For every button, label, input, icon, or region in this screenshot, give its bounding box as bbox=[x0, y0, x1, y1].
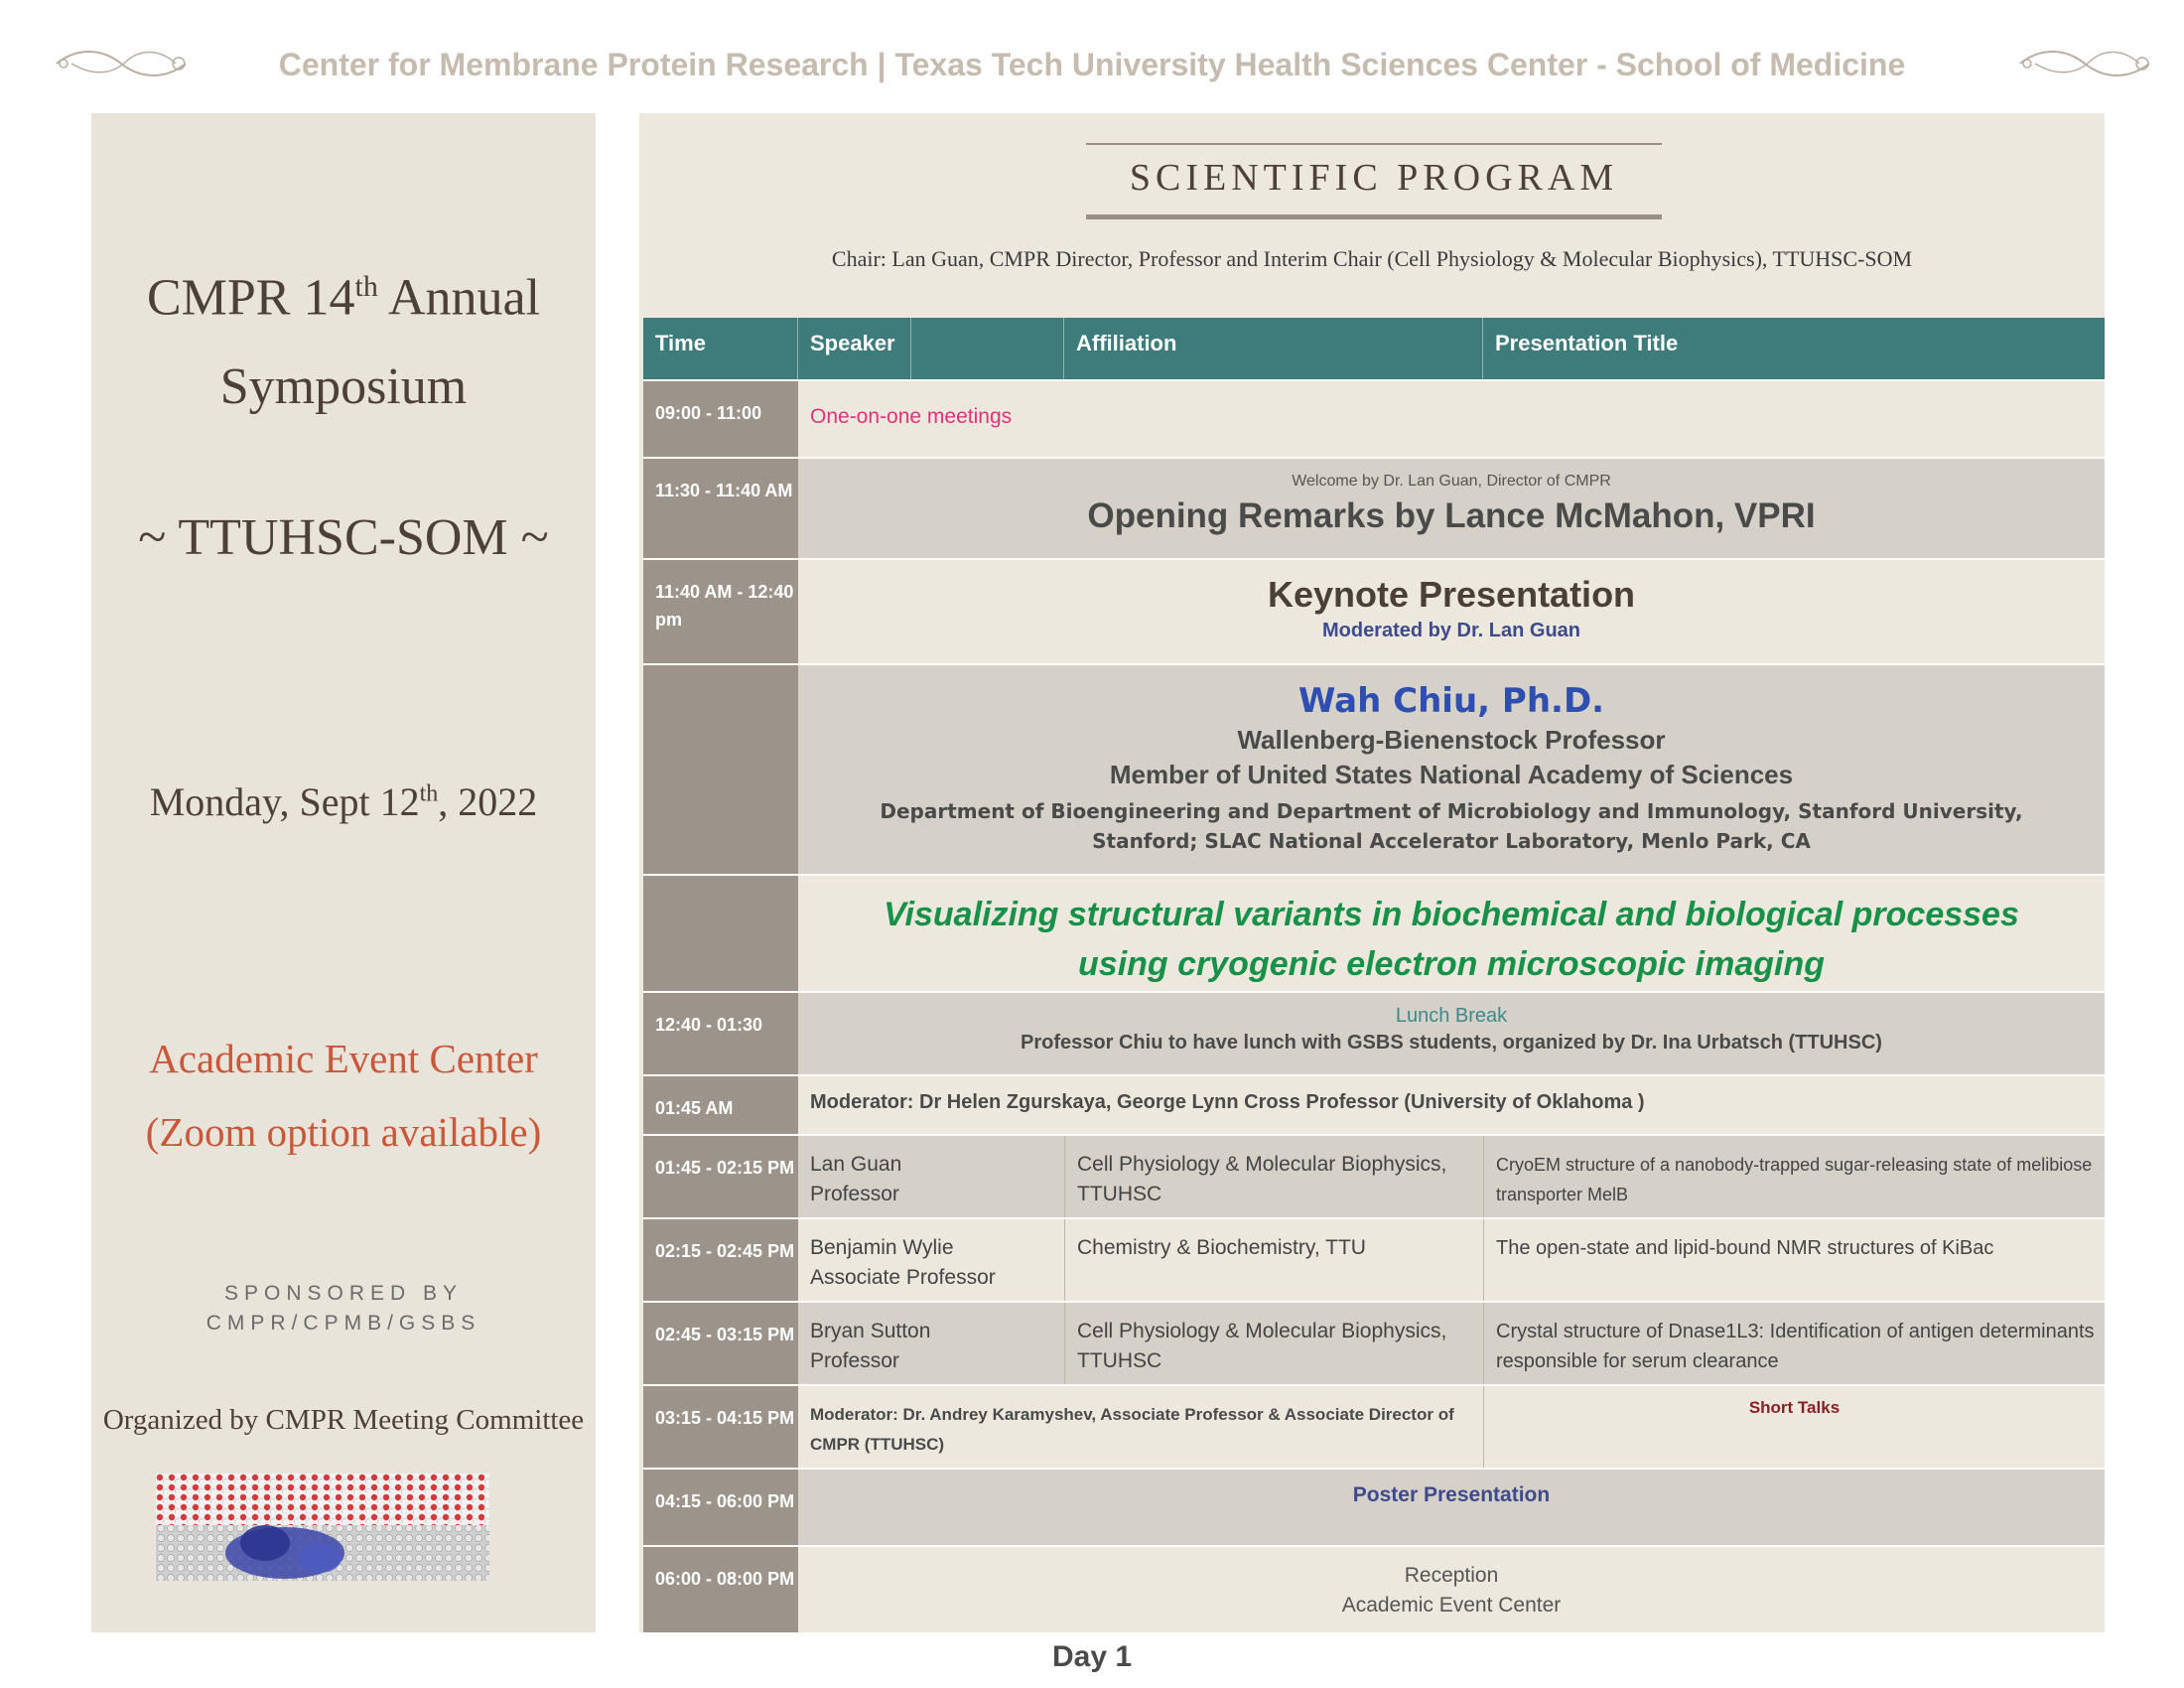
table-row-short-talks bbox=[643, 1384, 2105, 1468]
presentation-title-cell: Crystal structure of Dnase1L3: Identification of antigen determinants responsible for serum clearance bbox=[1483, 1303, 2105, 1384]
table-row bbox=[643, 1134, 2105, 1217]
table-row bbox=[643, 1301, 2105, 1384]
sponsored-by-label: SPONSORED BY bbox=[223, 1282, 464, 1305]
short-talks-moderator bbox=[810, 1400, 1475, 1460]
flourish-right-ornament bbox=[2015, 40, 2154, 87]
affiliation-cell: Cell Physiology & Molecular Biophysics, TTUHSC bbox=[1064, 1136, 1483, 1217]
presentation-title-cell: The open-state and lipid-bound NMR structures of KiBac bbox=[1483, 1219, 2105, 1301]
table-row-keynote bbox=[643, 558, 2105, 663]
membrane-protein-image bbox=[156, 1474, 489, 1581]
keynote-block bbox=[798, 560, 2105, 663]
row-time: 09:00 - 11:00 bbox=[643, 381, 798, 457]
title-sup: th bbox=[354, 270, 378, 303]
keynote-speaker-name: Wah Chiu, Ph.D. bbox=[1297, 681, 1605, 721]
table-header bbox=[643, 318, 2105, 379]
row-time: 02:45 - 03:15 PM bbox=[643, 1303, 798, 1384]
table-row-opening bbox=[643, 457, 2105, 558]
table-row-keynote-speaker bbox=[643, 663, 2105, 874]
moderator-line: Moderator: Dr Helen Zgurskaya, George Lynn Cross Professor (University of Oklahoma ) bbox=[810, 1091, 1645, 1113]
table-row-keynote-talk bbox=[643, 874, 2105, 991]
affiliation-cell: Cell Physiology & Molecular Biophysics, TTUHSC bbox=[1064, 1303, 1483, 1384]
keynote-talk-line1: Visualizing structural variants in biochemical and biological processes bbox=[884, 896, 2019, 933]
one-on-one-label: One-on-one meetings bbox=[810, 405, 1013, 428]
reception-block bbox=[798, 1547, 2105, 1632]
title-part1: CMPR 14 bbox=[146, 269, 355, 327]
poster-block bbox=[798, 1470, 2105, 1545]
row-time: 01:45 - 02:15 PM bbox=[643, 1136, 798, 1217]
keynote-speaker-affiliation: Department of Bioengineering and Department of Microbiology and Immunology, Stanford University, Stanford; SLAC National Accelerator Laboratory, Menlo Park, CA bbox=[880, 799, 2023, 853]
venue-name: Academic Event Center bbox=[149, 1036, 538, 1081]
short-talks-label: Short Talks bbox=[1483, 1386, 2105, 1468]
col-speaker: Speaker bbox=[798, 318, 911, 379]
reception-line2: Academic Event Center bbox=[1341, 1594, 1562, 1617]
table-row-lunch bbox=[643, 991, 2105, 1074]
symposium-info-panel bbox=[91, 113, 596, 1632]
header-banner: Center for Membrane Protein Research | Texas Tech University Health Sciences Center - School of Medicine bbox=[278, 47, 1906, 82]
keynote-moderator: Moderated by Dr. Lan Guan bbox=[1321, 620, 1581, 641]
reception-line1: Reception bbox=[1404, 1564, 1499, 1587]
title-part2: Annual bbox=[377, 269, 541, 327]
short-talks-moderator-text: : Dr. Andrey Karamyshev, Associate Professor & Associate Director of CMPR (TTUHSC) bbox=[810, 1405, 1454, 1454]
zoom-note: (Zoom option available) bbox=[145, 1109, 542, 1155]
keynote-speaker-title1: Wallenberg-Bienenstock Professor bbox=[1237, 725, 1666, 755]
organizer-label: Organized by CMPR Meeting Committee bbox=[102, 1404, 585, 1436]
col-affiliation: Affiliation bbox=[1064, 318, 1483, 379]
row-time: 03:15 - 04:15 PM bbox=[643, 1386, 798, 1468]
row-time: 11:40 AM - 12:40 pm bbox=[643, 560, 798, 663]
row-time: 01:45 AM bbox=[643, 1076, 798, 1134]
poster-label: Poster Presentation bbox=[1352, 1483, 1551, 1506]
date-part1: Monday, Sept 12 bbox=[149, 779, 420, 824]
row-time bbox=[643, 665, 798, 874]
table-row-one-on-one bbox=[643, 379, 2105, 457]
row-time: 02:15 - 02:45 PM bbox=[643, 1219, 798, 1301]
chair-line: Chair: Lan Guan, CMPR Director, Professor and Interim Chair (Cell Physiology & Molecular Biophysics), TTUHSC-SOM bbox=[831, 246, 1913, 271]
keynote-talk-line2: using cryogenic electron microscopic imaging bbox=[1078, 945, 1825, 983]
short-talks-moderator-label: Moderator bbox=[810, 1405, 893, 1424]
event-date bbox=[91, 778, 596, 825]
speaker-cell bbox=[798, 1219, 1064, 1293]
welcome-line: Welcome by Dr. Lan Guan, Director of CMPR bbox=[1292, 473, 1611, 490]
row-time: 06:00 - 08:00 PM bbox=[643, 1547, 798, 1632]
opening-block bbox=[798, 459, 2105, 558]
symposium-title bbox=[91, 242, 596, 432]
scientific-program-panel bbox=[639, 113, 2105, 1632]
sponsors-list: CMPR/CPMB/GSBS bbox=[205, 1312, 481, 1335]
institution-label: ~ TTUHSC-SOM ~ bbox=[138, 509, 549, 566]
opening-remarks: Opening Remarks by Lance McMahon, VPRI bbox=[1087, 496, 1816, 535]
speaker-name: Bryan Sutton bbox=[810, 1320, 931, 1342]
col-time: Time bbox=[643, 318, 798, 379]
table-row-poster bbox=[643, 1468, 2105, 1545]
keynote-talk-title bbox=[798, 890, 2105, 989]
row-time: 11:30 - 11:40 AM bbox=[643, 459, 798, 558]
keynote-talk-block bbox=[798, 876, 2105, 991]
speaker-cell bbox=[798, 1136, 1064, 1209]
speaker-role: Professor bbox=[810, 1349, 899, 1372]
speaker-cell bbox=[798, 1303, 1064, 1376]
table-row-reception bbox=[643, 1545, 2105, 1632]
row-time: 04:15 - 06:00 PM bbox=[643, 1470, 798, 1545]
keynote-speaker-title2: Member of United States National Academy of Sciences bbox=[1109, 760, 1794, 789]
sponsor-block bbox=[91, 1279, 596, 1338]
date-sup: th bbox=[419, 780, 439, 807]
day-label: Day 1 bbox=[1051, 1640, 1133, 1673]
speaker-name: Benjamin Wylie bbox=[810, 1236, 954, 1259]
keynote-speaker-block bbox=[798, 665, 2105, 874]
keynote-title: Keynote Presentation bbox=[1267, 574, 1636, 615]
table-row bbox=[643, 1217, 2105, 1301]
lunch-block bbox=[798, 993, 2105, 1074]
presentation-title-cell: CryoEM structure of a nanobody-trapped sugar-releasing state of melibiose transporter MelB bbox=[1483, 1136, 2105, 1217]
date-part2: , 2022 bbox=[438, 779, 538, 824]
table-row-moderator bbox=[643, 1074, 2105, 1134]
col-presentation-title: Presentation Title bbox=[1495, 331, 1679, 355]
col-spacer bbox=[911, 318, 1064, 379]
reception-text bbox=[798, 1561, 2105, 1620]
title-line2: Symposium bbox=[219, 358, 468, 416]
row-time: 12:40 - 01:30 bbox=[643, 993, 798, 1074]
lunch-note: Professor Chiu to have lunch with GSBS students, organized by Dr. Ina Urbatsch (TTUHSC) bbox=[1021, 1032, 1882, 1054]
speaker-role: Professor bbox=[810, 1183, 899, 1205]
affiliation-cell: Chemistry & Biochemistry, TTU bbox=[1064, 1219, 1483, 1301]
program-title: SCIENTIFIC PROGRAM bbox=[1086, 143, 1662, 219]
venue-block bbox=[91, 1022, 596, 1169]
row-time bbox=[643, 876, 798, 991]
lunch-title: Lunch Break bbox=[1395, 1005, 1508, 1027]
speaker-name: Lan Guan bbox=[810, 1153, 902, 1176]
speaker-role: Associate Professor bbox=[810, 1266, 996, 1289]
